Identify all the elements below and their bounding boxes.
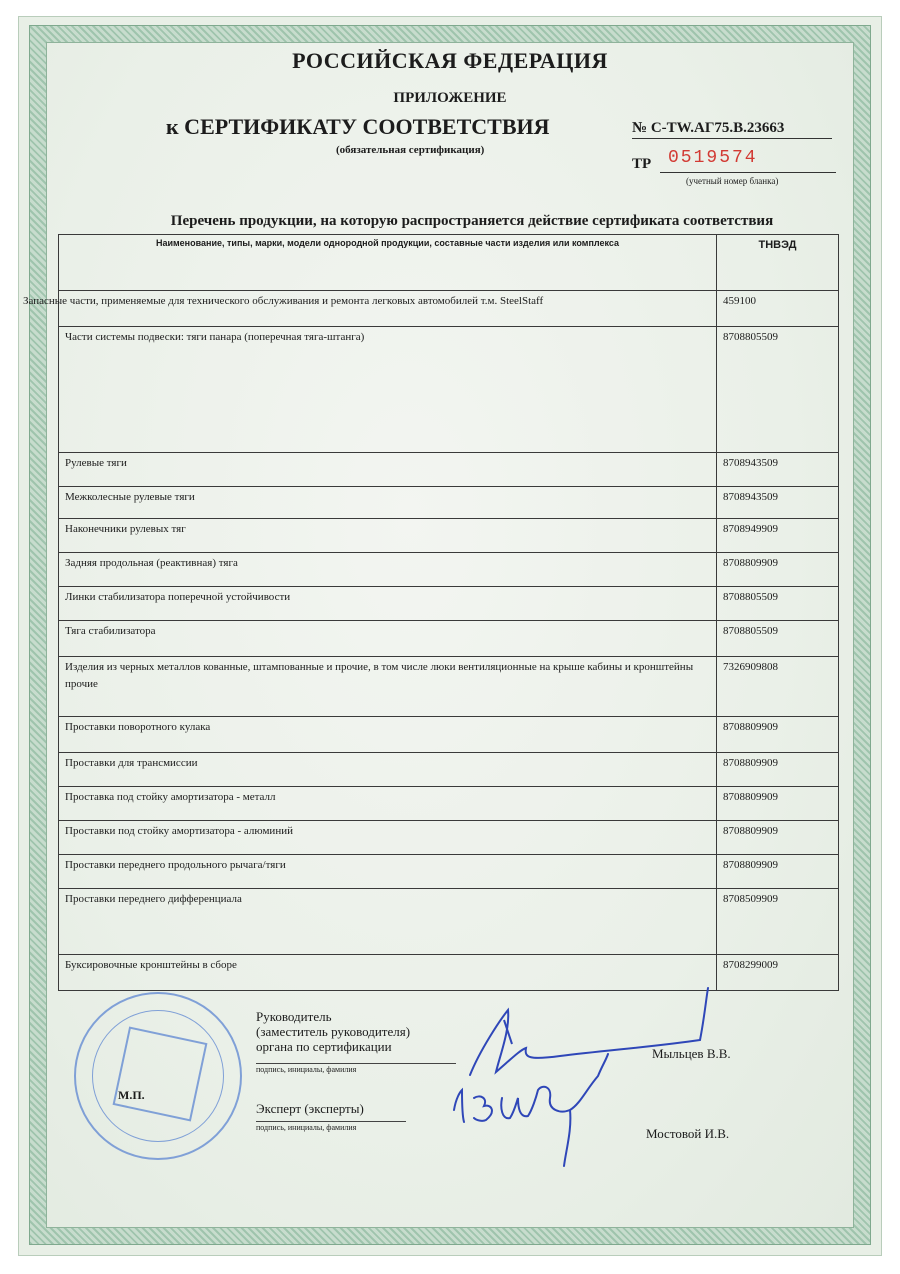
product-name-cell — [59, 717, 717, 753]
head-label-line3: органа по сертификации — [256, 1038, 392, 1054]
product-name-cell — [59, 855, 717, 889]
product-name: Проставки переднего продольного рычага/тяги — [65, 859, 286, 871]
annex-title: ПРИЛОЖЕНИЕ — [393, 90, 507, 106]
product-name-cell — [23, 291, 717, 327]
expert-signature-label: Эксперт (эксперты) — [256, 1101, 364, 1116]
product-name: Наконечники рулевых тяг — [65, 523, 186, 535]
product-name-cell — [59, 327, 717, 453]
mandatory-certification-note: (обязательная сертификация) — [336, 144, 485, 156]
product-name-cell — [59, 821, 717, 855]
table-row — [59, 453, 839, 487]
product-name: Части системы подвески: тяги панара (поперечная тяга-штанга) — [65, 331, 365, 343]
head-signature-label — [256, 1010, 410, 1055]
product-name: Проставка под стойку амортизатора - металл — [65, 791, 276, 803]
head-label-line2: (заместитель руководителя) — [256, 1023, 411, 1039]
product-name: Задняя продольная (реактивная) тяга — [65, 557, 238, 569]
product-name: Проставки переднего дифференциала — [65, 893, 242, 905]
product-code: 8708809909 — [717, 717, 839, 753]
table-row — [59, 657, 839, 717]
product-name: Изделия из черных металлов кованные, штампованные и прочие, в том числе люки вентиляционные на крыше кабины и кронштейны прочие — [65, 661, 694, 691]
product-name-cell — [59, 553, 717, 587]
head-label-line1: Руководитель — [256, 1009, 332, 1024]
product-list-title: Перечень продукции, на которую распространяется действие сертификата соответствия — [170, 213, 774, 229]
head-signature-caption: подпись, инициалы, фамилия — [256, 1065, 357, 1074]
product-code: 8708805509 — [717, 587, 839, 621]
country-title: РОССИЙСКАЯ ФЕДЕРАЦИЯ — [292, 48, 608, 73]
head-name: Мыльцев В.В. — [652, 1046, 731, 1061]
product-name-cell — [59, 519, 717, 553]
stamp-place-label: М.П. — [118, 1088, 145, 1102]
certificate-number-underline — [632, 138, 832, 139]
product-name-cell — [59, 453, 717, 487]
stamp-logo-cube — [113, 1027, 208, 1122]
product-code: 459100 — [717, 291, 839, 327]
product-code: 8708949909 — [717, 519, 839, 553]
product-code: 8708809909 — [717, 787, 839, 821]
table-row — [59, 753, 839, 787]
product-code: 7326909808 — [717, 657, 839, 717]
column-header-code: ТНВЭД — [717, 235, 839, 291]
table-row — [59, 587, 839, 621]
table-row — [59, 717, 839, 753]
table-row — [59, 889, 839, 955]
blank-number-underline — [660, 172, 836, 173]
handwritten-signatures-icon — [440, 980, 730, 1170]
product-name-cell — [59, 889, 717, 955]
product-code: 8708805509 — [717, 621, 839, 657]
table-row — [59, 821, 839, 855]
product-name-cell — [59, 753, 717, 787]
expert-signature-line — [256, 1121, 406, 1122]
head-signature-line — [256, 1063, 456, 1064]
product-code: 8708943509 — [717, 487, 839, 519]
product-table — [23, 234, 839, 991]
product-code: 8708299009 — [717, 955, 839, 991]
product-name-cell — [59, 657, 717, 717]
product-name-cell — [59, 621, 717, 657]
product-code: 8708509909 — [717, 889, 839, 955]
table-row — [59, 519, 839, 553]
product-name-cell — [59, 587, 717, 621]
product-name: Рулевые тяги — [65, 457, 127, 469]
product-code: 8708943509 — [717, 453, 839, 487]
product-name: Проставки под стойку амортизатора - алюминий — [65, 825, 293, 837]
product-name: Запасные части, применяемые для технического обслуживания и ремонта легковых автомобилей т.м. SteelStaff — [23, 295, 544, 307]
product-name: Линки стабилизатора поперечной устойчивости — [65, 591, 291, 603]
product-code: 8708805509 — [717, 327, 839, 453]
tr-label: ТР — [632, 156, 652, 172]
product-code: 8708809909 — [717, 821, 839, 855]
table-row — [59, 787, 839, 821]
table-row — [59, 855, 839, 889]
certificate-number: № С-TW.АГ75.В.23663 — [632, 120, 785, 136]
product-code: 8708809909 — [717, 855, 839, 889]
product-name: Проставки для трансмиссии — [65, 757, 198, 769]
table-row — [59, 291, 839, 327]
product-code: 8708809909 — [717, 753, 839, 787]
certificate-title: к СЕРТИФИКАТУ СООТВЕТСТВИЯ — [166, 114, 550, 139]
table-row — [59, 553, 839, 587]
blank-number-caption: (учетный номер бланка) — [686, 176, 779, 186]
product-name: Проставки поворотного кулака — [65, 721, 211, 733]
product-name: Тяга стабилизатора — [65, 625, 156, 637]
table-header-row — [59, 235, 839, 291]
expert-signature-caption: подпись, инициалы, фамилия — [256, 1123, 357, 1132]
product-name-cell — [59, 487, 717, 519]
expert-name: Мостовой И.В. — [646, 1126, 730, 1141]
table-row — [59, 621, 839, 657]
blank-number: 0519574 — [668, 148, 758, 168]
product-code: 8708809909 — [717, 553, 839, 587]
table-row — [59, 487, 839, 519]
column-header-name: Наименование, типы, марки, модели однородной продукции, составные части изделия или комплекса — [59, 235, 717, 291]
product-name: Межколесные рулевые тяги — [65, 491, 195, 503]
product-name: Буксировочные кронштейны в сборе — [65, 959, 237, 971]
table-row — [59, 327, 839, 453]
certification-stamp-icon — [74, 992, 242, 1160]
product-name-cell — [59, 787, 717, 821]
